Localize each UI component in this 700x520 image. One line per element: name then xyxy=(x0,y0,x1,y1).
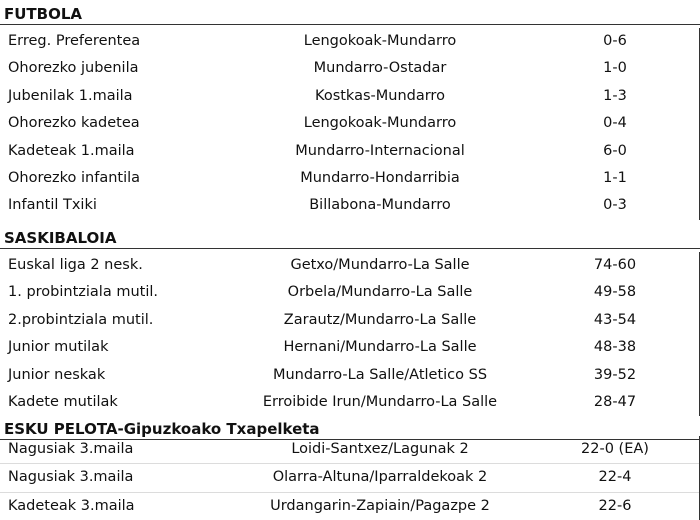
results-table-futbola xyxy=(0,28,700,220)
category-cell: Infantil Txiki xyxy=(8,197,97,214)
table-row xyxy=(0,252,699,279)
match-cell: Loidi-Santxez/Lagunak 2 xyxy=(291,441,469,457)
section-title-esku-pelota: ESKU PELOTA-Gipuzkoako Txapelketa xyxy=(0,415,700,440)
match-cell: Hernani/Mundarro-La Salle xyxy=(283,339,477,356)
results-table-esku-pelota xyxy=(0,436,700,520)
section-title-saskibaloia: SASKIBALOIA xyxy=(0,224,700,249)
table-row xyxy=(0,362,699,389)
match-cell: Kostkas-Mundarro xyxy=(315,87,445,104)
score-cell: 49-58 xyxy=(593,284,637,301)
score-cell: 22-6 xyxy=(598,497,632,514)
table-row xyxy=(0,138,699,165)
category-cell: Nagusiak 3.maila xyxy=(8,469,134,486)
match-cell: Urdangarin-Zapiain/Pagazpe 2 xyxy=(270,497,490,514)
table-row xyxy=(0,28,699,55)
category-cell: 1. probintziala mutil. xyxy=(8,284,158,301)
match-cell: Olarra-Altuna/Iparraldekoak 2 xyxy=(272,469,488,486)
table-row xyxy=(0,334,699,361)
category-cell: Kadeteak 3.maila xyxy=(8,497,135,514)
category-cell: Ohorezko infantila xyxy=(8,169,141,186)
table-row xyxy=(0,389,699,416)
score-cell: 0-3 xyxy=(603,197,627,214)
table-row xyxy=(0,110,699,137)
category-cell: Junior neskak xyxy=(8,366,106,383)
match-cell: Billabona-Mundarro xyxy=(309,197,451,214)
score-cell: 28-47 xyxy=(593,393,637,410)
score-cell: 43-54 xyxy=(593,311,637,328)
score-cell: 22-0 (EA) xyxy=(581,441,649,457)
table-row xyxy=(0,192,699,219)
match-cell: Erroibide Irun/Mundarro-La Salle xyxy=(262,393,498,410)
score-cell: 0-4 xyxy=(603,115,627,132)
score-cell: 1-3 xyxy=(603,87,627,104)
score-cell: 22-4 xyxy=(598,469,632,486)
match-cell: Mundarro-Ostadar xyxy=(313,60,447,77)
category-cell: Nagusiak 3.maila xyxy=(8,441,134,457)
match-cell: Zarautz/Mundarro-La Salle xyxy=(283,311,477,328)
category-cell: Kadete mutilak xyxy=(8,393,118,410)
table-row xyxy=(0,436,699,463)
match-cell: Mundarro-Internacional xyxy=(295,142,465,159)
score-cell: 1-1 xyxy=(603,169,627,186)
category-cell: Jubenilak 1.maila xyxy=(8,87,133,104)
table-row xyxy=(0,463,699,491)
table-row xyxy=(0,55,699,82)
category-cell: Erreg. Preferentea xyxy=(8,33,141,49)
category-cell: 2.probintziala mutil. xyxy=(8,311,154,328)
match-cell: Orbela/Mundarro-La Salle xyxy=(287,284,473,301)
match-cell: Mundarro-Hondarribia xyxy=(300,169,460,186)
score-cell: 48-38 xyxy=(593,339,637,356)
results-table-saskibaloia xyxy=(0,252,700,416)
match-cell: Getxo/Mundarro-La Salle xyxy=(290,257,470,273)
table-row xyxy=(0,165,699,192)
category-cell: Euskal liga 2 nesk. xyxy=(8,257,143,273)
score-cell: 6-0 xyxy=(603,142,627,159)
section-title-futbola: FUTBOLA xyxy=(0,0,700,25)
score-cell: 1-0 xyxy=(603,60,627,77)
category-cell: Kadeteak 1.maila xyxy=(8,142,135,159)
match-cell: Lengokoak-Mundarro xyxy=(303,115,457,132)
table-row xyxy=(0,279,699,306)
score-cell: 0-6 xyxy=(603,33,627,49)
score-cell: 74-60 xyxy=(593,257,637,273)
match-cell: Mundarro-La Salle/Atletico SS xyxy=(272,366,488,383)
table-row xyxy=(0,83,699,110)
category-cell: Ohorezko jubenila xyxy=(8,60,139,77)
score-cell: 39-52 xyxy=(593,366,637,383)
category-cell: Ohorezko kadetea xyxy=(8,115,140,132)
match-cell: Lengokoak-Mundarro xyxy=(303,33,457,49)
category-cell: Junior mutilak xyxy=(8,339,109,356)
table-row xyxy=(0,307,699,334)
